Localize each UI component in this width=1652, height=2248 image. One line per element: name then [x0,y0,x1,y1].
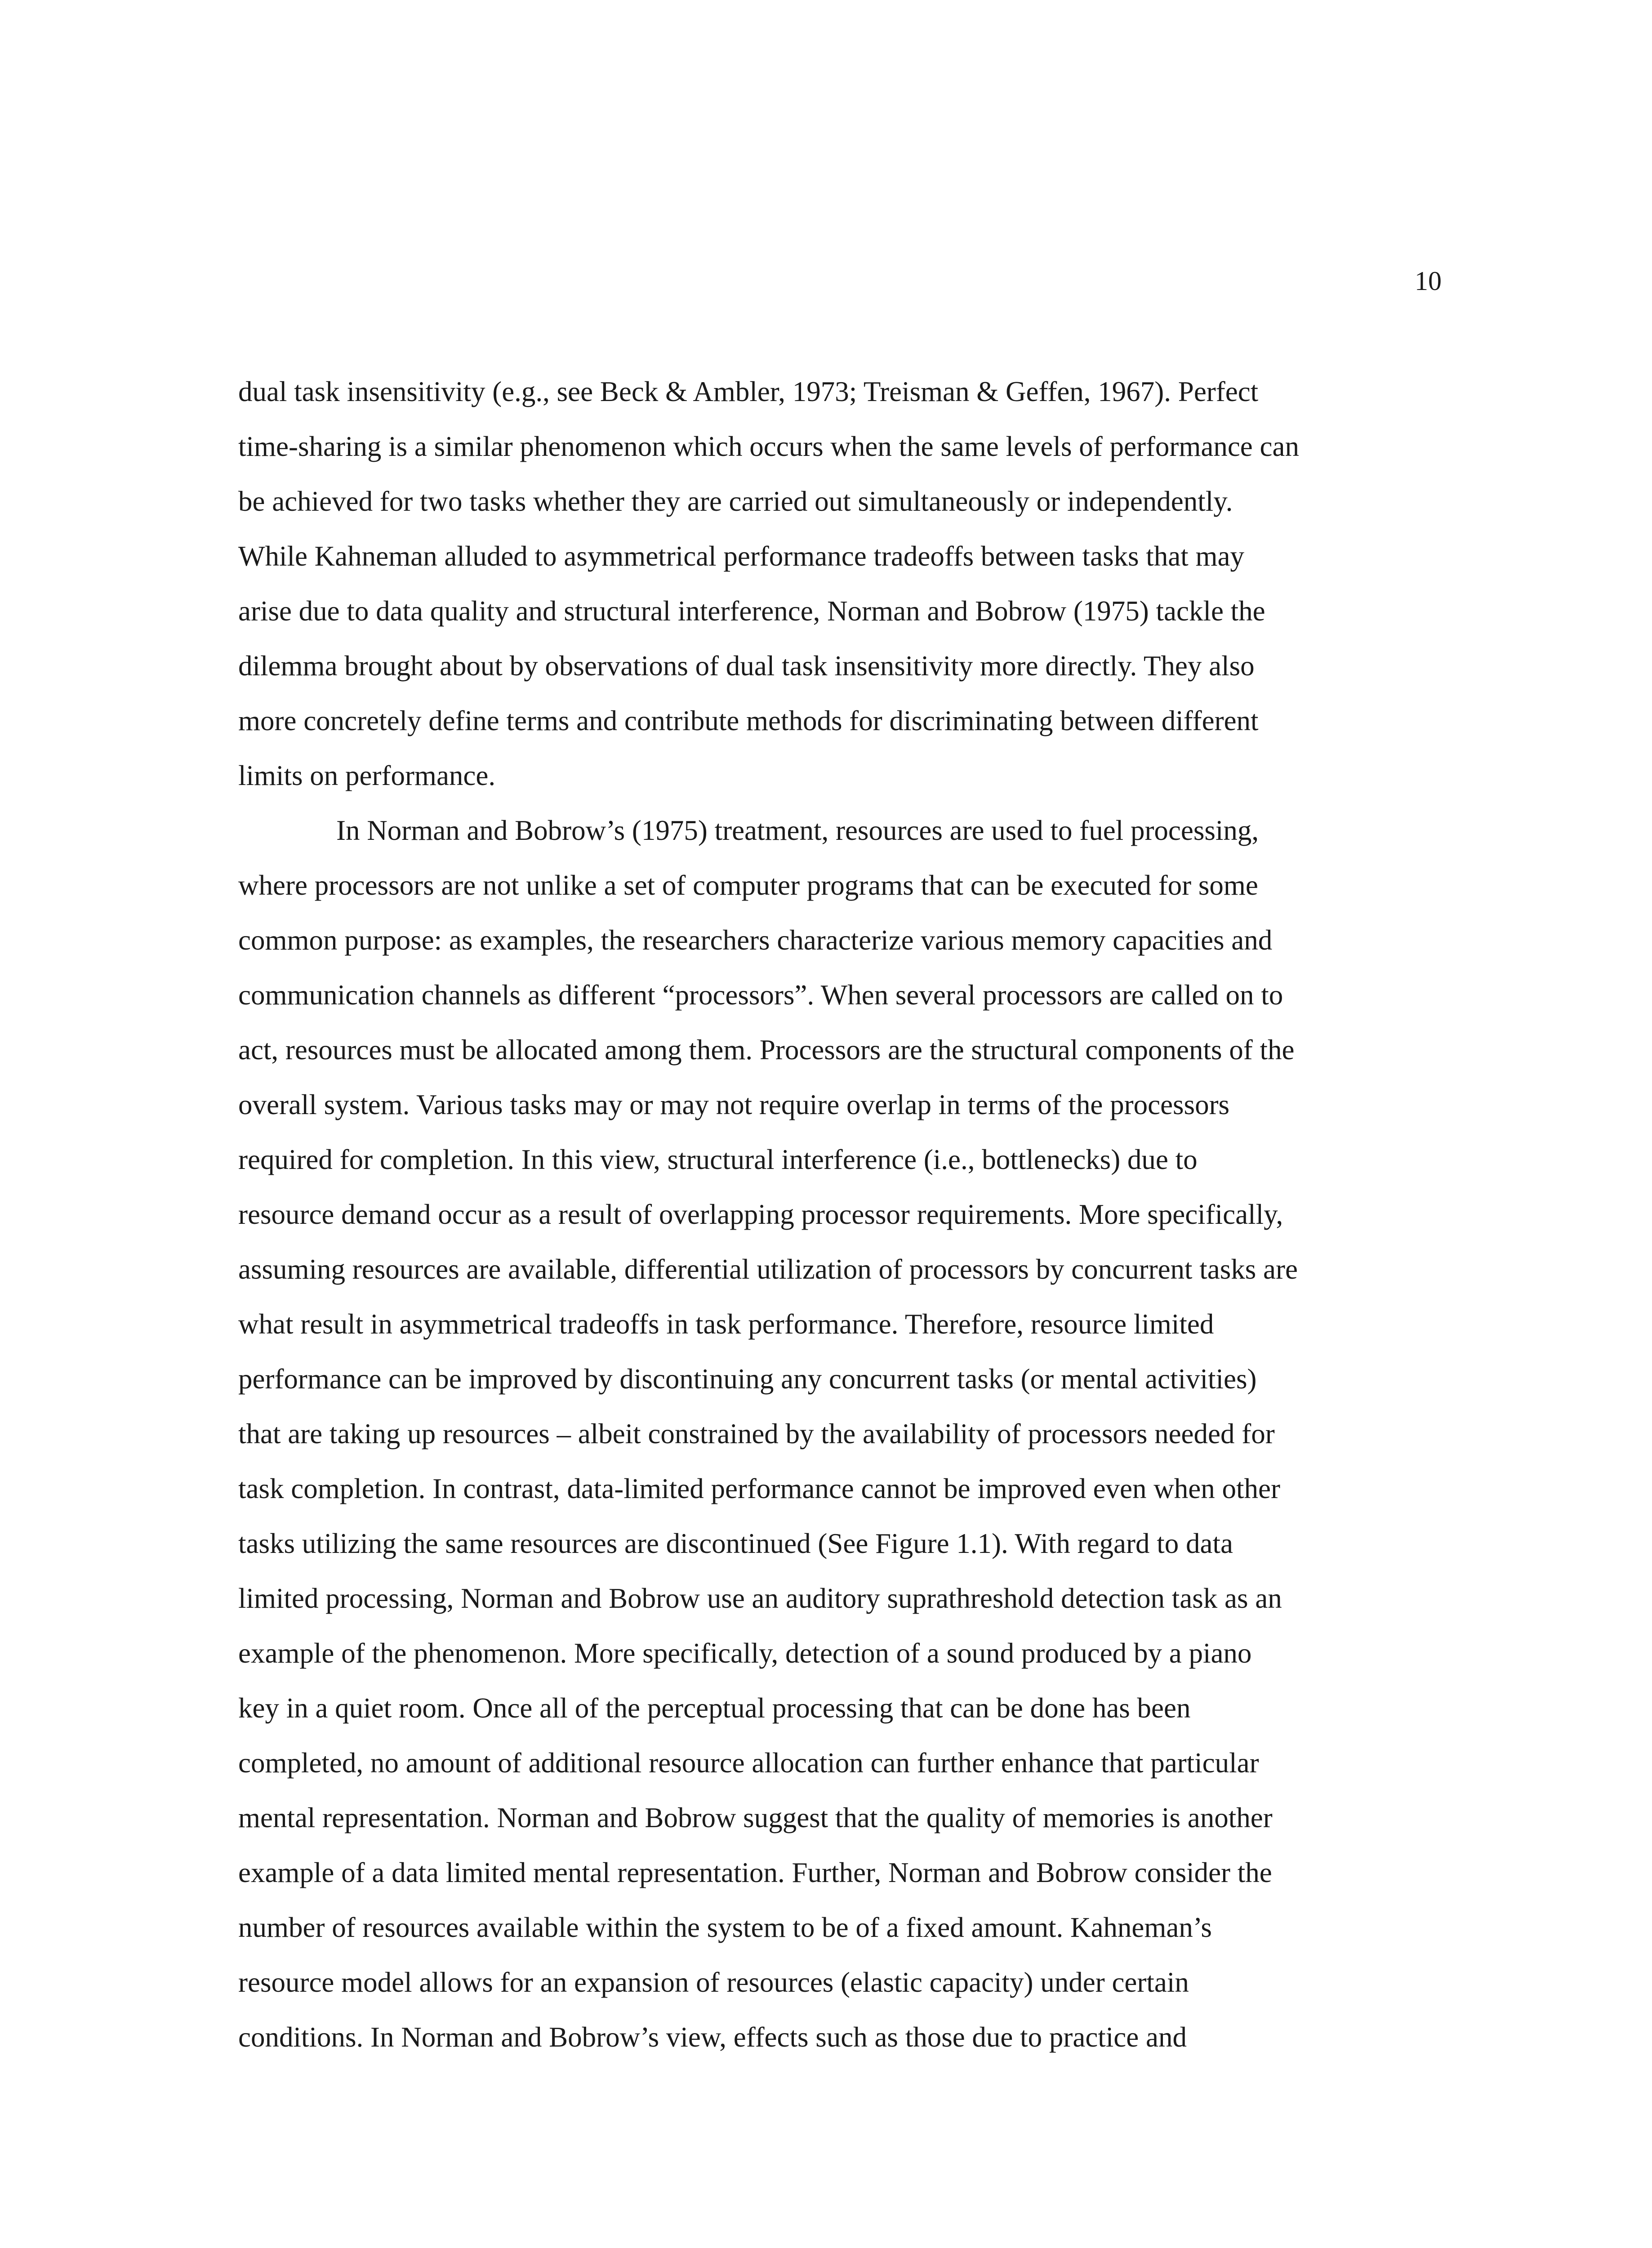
text-line: what result in asymmetrical tradeoffs in task performance. Therefore, resource limited [238,1308,1214,1340]
page-number: 10 [1415,266,1442,296]
text-line: resource demand occur as a result of overlapping processor requirements. More specifically, [238,1199,1283,1230]
text-line: limited processing, Norman and Bobrow use an auditory suprathreshold detection task as an [238,1583,1282,1614]
text-line: be achieved for two tasks whether they are carried out simultaneously or independently. [238,486,1233,517]
text-line: resource model allows for an expansion of resources (elastic capacity) under certain [238,1967,1189,1998]
text-line: limits on performance. [238,760,496,791]
text-line: example of the phenomenon. More specifically, detection of a sound produced by a piano [238,1637,1252,1669]
text-line: overall system. Various tasks may or may not require overlap in terms of the processors [238,1089,1230,1120]
text-line: completed, no amount of additional resource allocation can further enhance that particular [238,1747,1259,1779]
paragraph-first-line: In Norman and Bobrow’s (1975) treatment, resources are used to fuel processing, [336,815,1259,846]
text-line: mental representation. Norman and Bobrow suggest that the quality of memories is another [238,1802,1273,1833]
text-line: more concretely define terms and contribute methods for discriminating between different [238,705,1259,736]
text-line: dilemma brought about by observations of dual task insensitivity more directly. They also [238,650,1255,682]
text-line: example of a data limited mental representation. Further, Norman and Bobrow consider the [238,1857,1272,1888]
text-line: communication channels as different “processors”. When several processors are called on to [238,979,1283,1011]
text-line: common purpose: as examples, the researchers characterize various memory capacities and [238,924,1273,956]
text-line: While Kahneman alluded to asymmetrical performance tradeoffs between tasks that may [238,540,1244,572]
text-line: conditions. In Norman and Bobrow’s view, effects such as those due to practice and [238,2021,1187,2053]
text-line: assuming resources are available, differential utilization of processors by concurrent tasks are [238,1253,1298,1285]
text-line: where processors are not unlike a set of computer programs that can be executed for some [238,870,1258,901]
text-line: performance can be improved by discontinuing any concurrent tasks (or mental activities) [238,1363,1257,1395]
text-line: key in a quiet room. Once all of the perceptual processing that can be done has been [238,1692,1191,1724]
text-line: act, resources must be allocated among them. Processors are the structural components of the [238,1034,1295,1066]
body-text [238,364,1299,2065]
text-line: task completion. In contrast, data-limited performance cannot be improved even when other [238,1473,1280,1504]
text-line: arise due to data quality and structural interference, Norman and Bobrow (1975) tackle the [238,595,1265,627]
text-line: tasks utilizing the same resources are discontinued (See Figure 1.1). With regard to data [238,1528,1233,1559]
text-line: dual task insensitivity (e.g., see Beck & Ambler, 1973; Treisman & Geffen, 1967). Perfect [238,376,1259,407]
text-line: number of resources available within the system to be of a fixed amount. Kahneman’s [238,1912,1212,1943]
text-line: that are taking up resources – albeit constrained by the availability of processors needed for [238,1418,1275,1450]
text-line: required for completion. In this view, structural interference (i.e., bottlenecks) due to [238,1144,1198,1175]
text-line: time-sharing is a similar phenomenon which occurs when the same levels of performance can [238,431,1299,462]
